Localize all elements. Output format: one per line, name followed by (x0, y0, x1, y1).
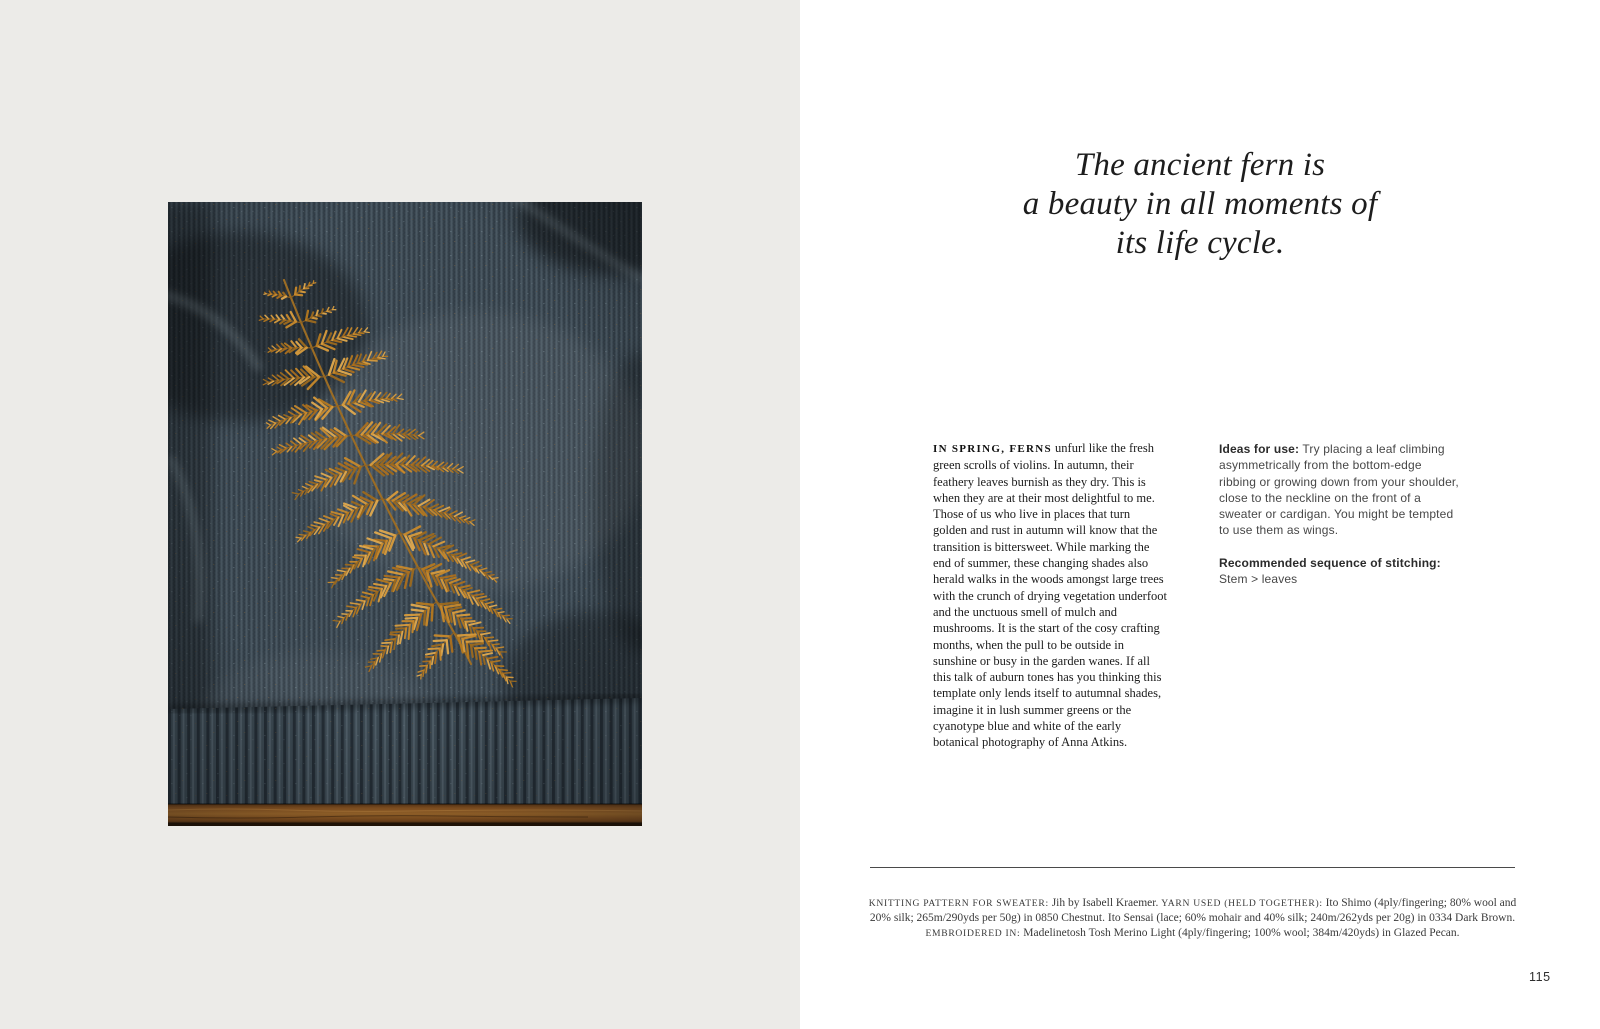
page-number: 115 (1529, 970, 1551, 984)
tips-column (1219, 441, 1459, 587)
ideas-label: Ideas for use: (1219, 442, 1300, 456)
colophon-text: Ito Shimo (4ply/fingering; 80% wool and 20% silk; 265m/290yds per 50g) in 0850 Chestnut. Ito Sensai (lace; 60% mohair and 40% silk; 240m/262yds per 20g) in 0334 Dark Brown. (869, 897, 1517, 925)
colophon-label: EMBROIDERED IN: (925, 927, 1021, 939)
colophon-text: Madelinetosh Tosh Merino Light (4ply/fingering; 100% wool; 384m/420yds) in Glazed Pecan. (1020, 926, 1460, 939)
right-page (800, 0, 1600, 1029)
stitching-sequence (1219, 555, 1459, 588)
stitching-sequence-label: Recommended sequence of stitching: (1219, 555, 1441, 570)
article-body-text: unfurl like the fresh green scrolls of violins. In autumn, their feathery leaves burnish as they dry. This is when they are at their most delightful to me. Those of us who live in places that turn golden and rust in autumn will know that the transition is bittersweet. While marking the end of summer, these changing shades also herald walks in the woods amongst large trees with the crunch of drying vegetation underfoot and the unctuous smell of mulch and mushrooms. It is the start of the cosy crafting months, when the pull to be outside in sunshine or busy in the garden wanes. If all this talk of auburn tones has you thinking this template only lends itself to autumnal shades, imagine it in lush summer greens or the cyanotype blue and white of the early botanical photography of Anna Atkins. (933, 441, 1167, 750)
colophon-label: YARN USED (HELD TOGETHER): (1161, 898, 1323, 909)
colophon (866, 896, 1519, 941)
ideas-body-text: Try placing a leaf climbing asymmetrically from the bottom-edge ribbing or growing down from your shoulder, close to the neckline on the front of a sweater or cardigan. You might be tempted to use them as wings. (1219, 442, 1459, 538)
colophon-label: KNITTING PATTERN FOR SWEATER: (868, 898, 1049, 909)
ideas-paragraph (1219, 441, 1459, 539)
article-lead-in: IN SPRING, FERNS (933, 443, 1052, 455)
pull-quote-line: its life cycle. (1115, 225, 1285, 261)
colophon-rule (870, 867, 1515, 868)
colophon-text: Jih by Isabell Kraemer. (1048, 897, 1162, 909)
sweater-fern-illustration (168, 202, 642, 826)
stitching-sequence-value: Stem > leaves (1219, 572, 1298, 587)
article-column (933, 440, 1167, 751)
photo-vignette (168, 202, 642, 826)
sweater-fern-photo (168, 202, 642, 826)
pull-quote-line: The ancient fern is (1074, 147, 1326, 183)
pull-quote-line: a beauty in all moments of (1022, 186, 1378, 222)
pull-quote-heading (800, 146, 1600, 263)
